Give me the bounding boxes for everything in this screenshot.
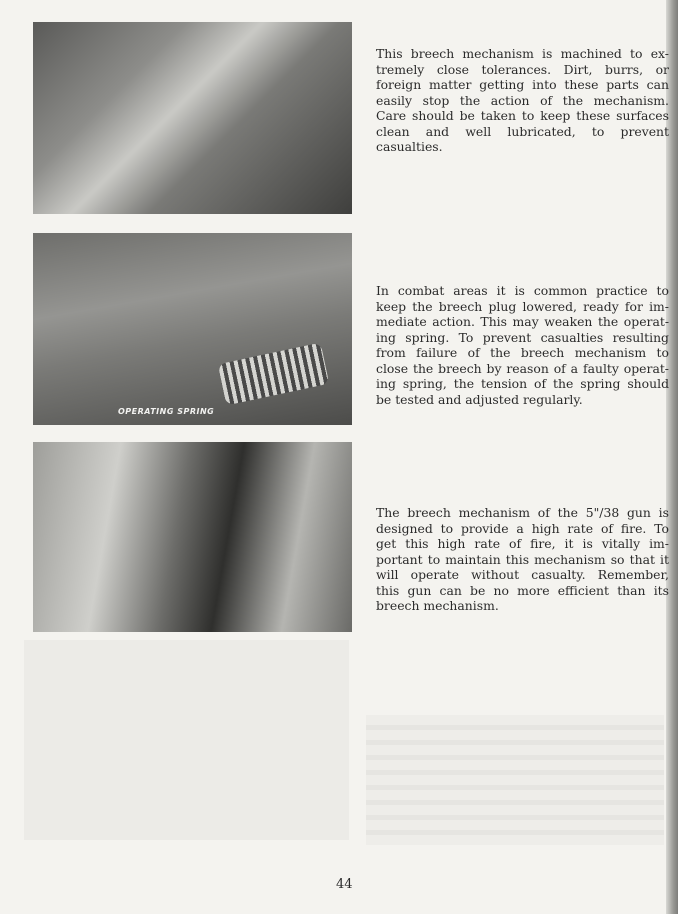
- text-line: this gun can be no more efficient than its: [376, 582, 669, 598]
- paragraph-tolerances: [376, 46, 669, 155]
- text-line: easily stop the action of the mechanism.: [376, 92, 669, 108]
- text-line: from failure of the breech mechanism to: [376, 345, 669, 360]
- text-line: breech mechanism.: [376, 598, 499, 613]
- text-line: The breech mechanism of the 5"/38 gun is: [376, 505, 669, 520]
- paragraph-operating-spring: [376, 283, 669, 407]
- photo-operating-spring: [33, 233, 352, 425]
- text-line: clean and well lubricated, to prevent: [376, 123, 669, 139]
- text-line: ing spring. To prevent casualties resulting: [376, 329, 669, 345]
- text-line: mediate action. This may weaken the operat-: [376, 314, 669, 329]
- text-line: keep the breech plug lowered, ready for im-: [376, 298, 669, 314]
- text-line: tremely close tolerances. Dirt, burrs, or: [376, 61, 669, 77]
- text-line: Care should be taken to keep these surfaces: [376, 108, 669, 123]
- text-line: In combat areas it is common practice to: [376, 283, 669, 298]
- text-line: This breech mechanism is machined to ex-: [376, 46, 669, 61]
- operating-spring-label: OPERATING SPRING: [118, 407, 215, 416]
- text-line: portant to maintain this mechanism so that it: [376, 551, 669, 567]
- text-line: be tested and adjusted regularly.: [376, 391, 583, 407]
- bleed-through-photo: [24, 640, 349, 840]
- paragraph-rate-of-fire: [376, 505, 669, 614]
- bleed-through-text: [366, 715, 664, 845]
- text-line: ing spring, the tension of the spring should: [376, 376, 669, 391]
- spring-coil-illustration: [218, 343, 329, 406]
- text-line: close the breech by reason of a faulty operat-: [376, 360, 669, 376]
- text-line: get this high rate of fire, it is vitally im-: [376, 536, 669, 551]
- photo-breech-mechanism: [33, 22, 352, 214]
- text-line: casualties.: [376, 139, 443, 154]
- text-line: designed to provide a high rate of fire. To: [376, 520, 669, 536]
- text-line: foreign matter getting into these parts can: [376, 77, 669, 92]
- page-number: 44: [336, 877, 353, 892]
- photo-breech-maintenance: [33, 442, 352, 632]
- text-line: will operate without casualty. Remember,: [376, 567, 669, 582]
